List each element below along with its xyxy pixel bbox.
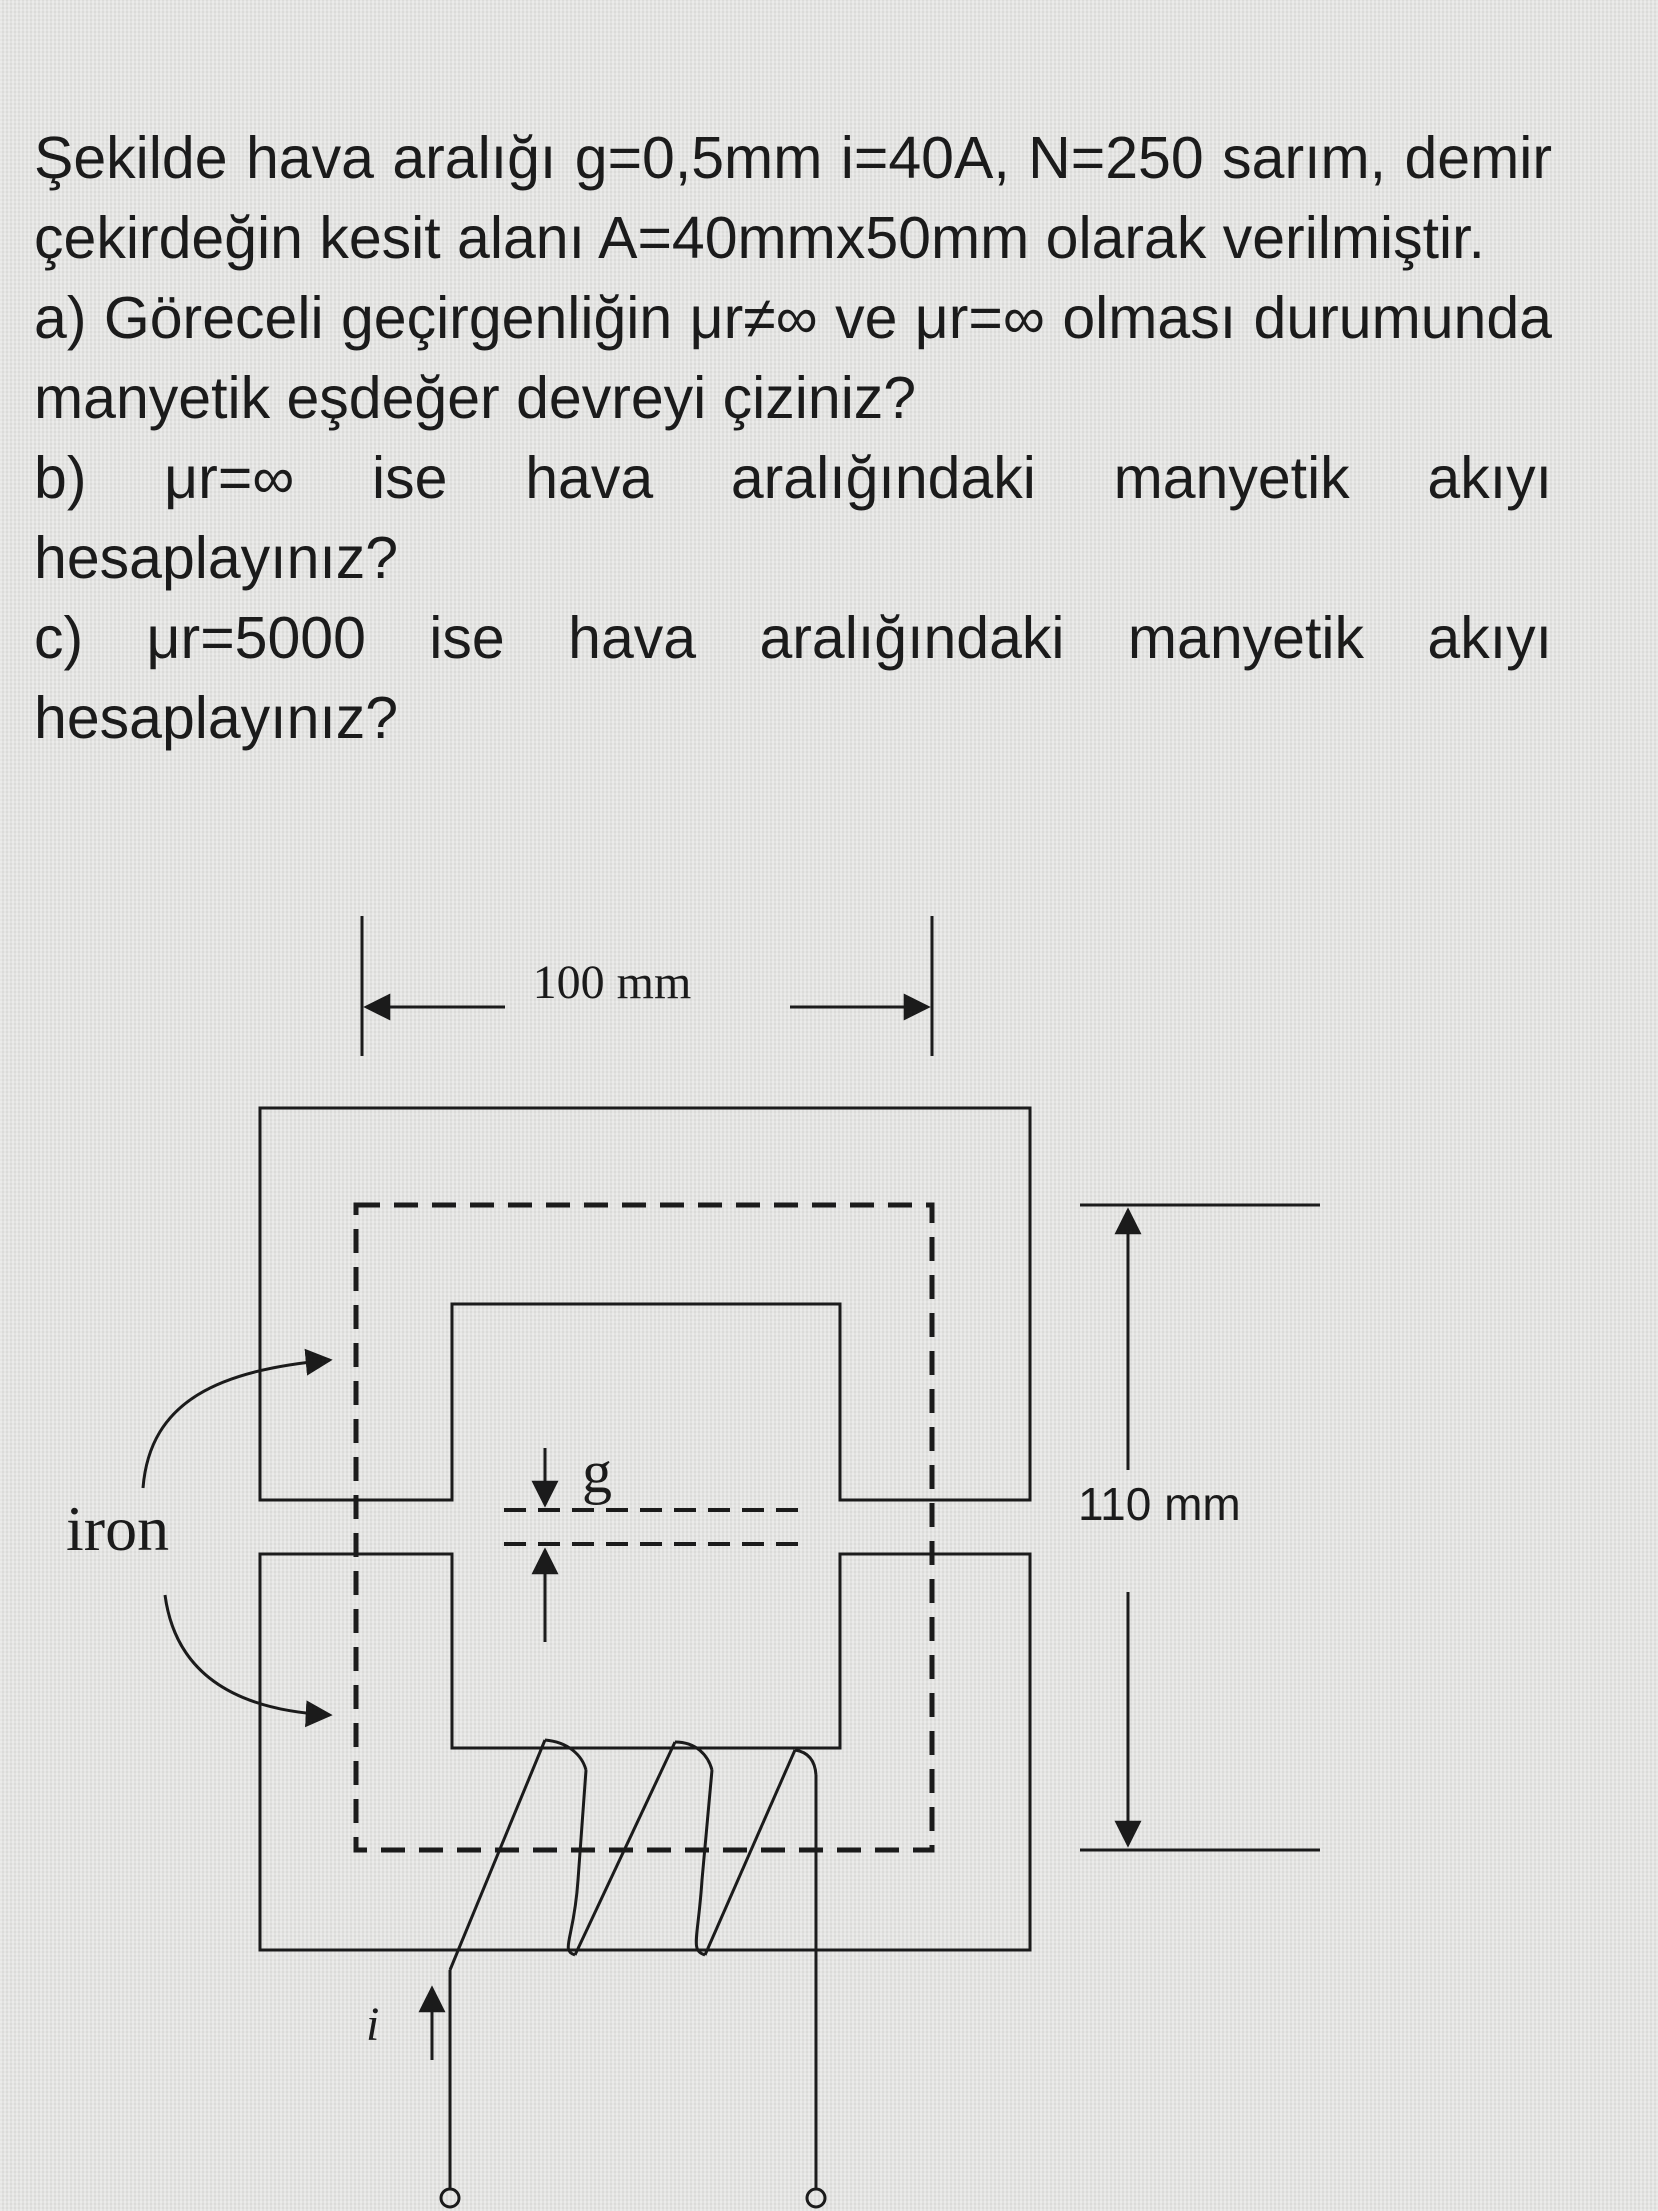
winding-coil — [450, 1740, 816, 1970]
problem-statement — [34, 118, 1552, 758]
width-label: 100 mm — [532, 956, 692, 1009]
question-b: b) μr=∞ ise hava aralığındaki manyetik akıyı hesaplayınız? — [34, 445, 1552, 591]
mean-flux-path — [356, 1205, 932, 1850]
terminal-left — [441, 2189, 459, 2207]
magnetic-core-diagram — [0, 880, 1658, 2211]
coil-leads — [441, 1775, 825, 2207]
height-label: 110 mm — [1078, 1478, 1241, 1530]
problem-intro: Şekilde hava aralığı g=0,5mm i=40A, N=250 sarım, demir çekirdeğin kesit alanı A=40mmx50mm olarak verilmiştir. — [34, 125, 1552, 271]
magnetic-core-figure — [0, 880, 1658, 2211]
question-c: c) μr=5000 ise hava aralığındaki manyetik akıyı hesaplayınız? — [34, 605, 1552, 751]
current-label: i — [366, 1998, 380, 2051]
gap-label: g — [582, 1439, 612, 1505]
iron-label: iron — [66, 1493, 170, 1564]
iron-pointer-arrows — [143, 1360, 330, 1715]
question-a: a) Göreceli geçirgenliğin μr≠∞ ve μr=∞ olması durumunda manyetik eşdeğer devreyi çiziniz? — [34, 285, 1552, 431]
upper-core — [260, 1108, 1030, 1500]
terminal-right — [807, 2189, 825, 2207]
air-gap-lines — [504, 1510, 800, 1544]
lower-core — [260, 1554, 1030, 1950]
